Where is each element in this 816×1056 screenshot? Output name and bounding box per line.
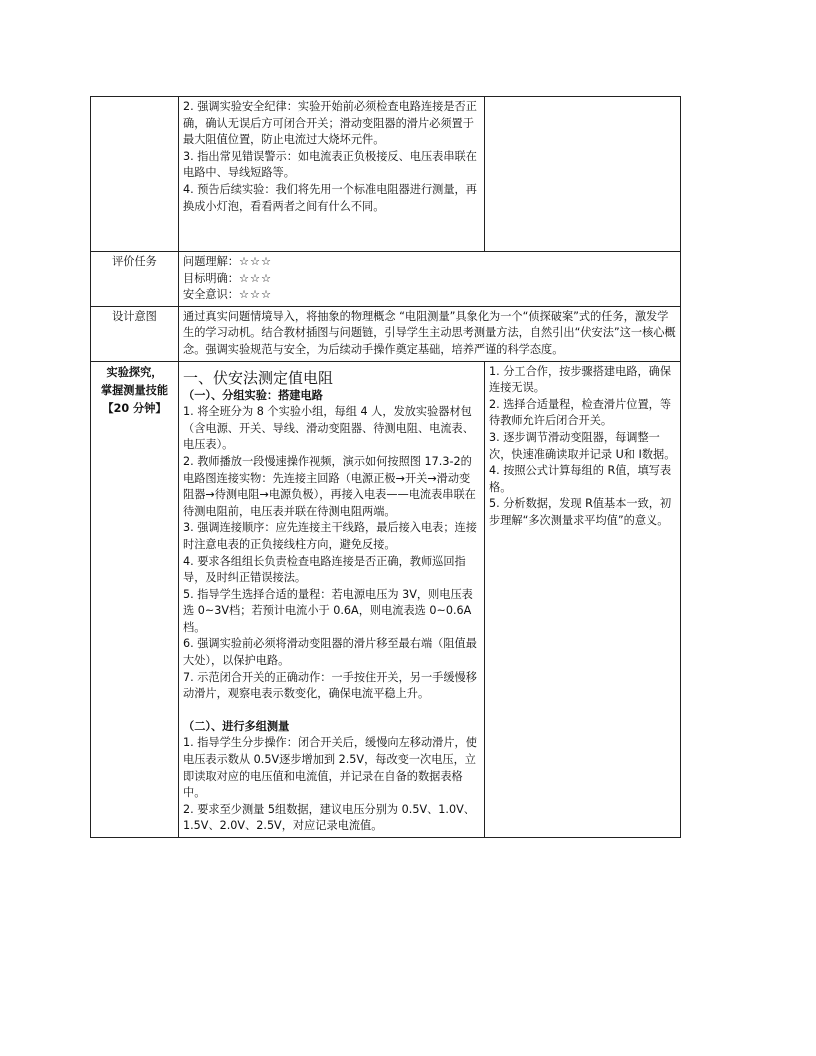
safety-notes-cell [179, 97, 485, 252]
step-1: 1. 将全班分为 8 个实验小组，每组 4 人，发放实验器材包（含电源、开关、导线、滑动变阻器、待测电阻、电流表、电压表）。 [183, 405, 474, 452]
experiment-label [91, 361, 179, 837]
eval-item-safety: 安全意识：☆☆☆ [183, 288, 273, 302]
student-step-4: 4. 按照公式计算每组的 R值，填写表格。 [489, 464, 672, 494]
eval-item-problem: 问题理解：☆☆☆ [183, 255, 273, 268]
table-row-experiment [91, 361, 681, 837]
student-activity-cell [485, 361, 681, 837]
step-2: 2. 教师播放一段慢速操作视频，演示如何按照图 17.3-2的电路图连接实物：先连接主回路（电源正极→开关→滑动变阻器→待测电阻→电源负极），再接入电表——电流表串联在待测电阻前，电压表并联在待测电阻两端。 [183, 454, 476, 518]
teacher-activity-cell [179, 361, 485, 837]
star-rating: ☆☆☆ [238, 271, 273, 285]
experiment-label-line2: 掌握测量技能 [100, 383, 169, 397]
experiment-label-time: 【20 分钟】 [102, 401, 167, 415]
lesson-plan-table [90, 96, 681, 838]
table-row-design [91, 306, 681, 361]
row-label-empty [91, 97, 179, 252]
safety-note-3: 3. 指出常见错误警示：如电流表正负极接反、电压表串联在电路中、导线短路等。 [183, 149, 477, 180]
subsection-title-2: （二）、进行多组测量 [183, 719, 290, 733]
measure-step-1: 1. 指导学生分步操作：闭合开关后，缓慢向左移动滑片，使电压表示数从 0.5V逐步增加到 2.5V，每改变一次电压，立即读取对应的电压值和电流值，并记录在自备的数据表格中。 [183, 736, 477, 800]
table-row-safety [91, 97, 681, 252]
student-step-3: 3. 逐步调节滑动变阻器，每调整一次，快速准确读取并记录 U和 I数据。 [489, 430, 676, 461]
step-6: 6. 强调实验前必须将滑动变阻器的滑片移至最右端（阻值最大处），以保护电路。 [183, 637, 477, 668]
evaluation-label: 评价任务 [91, 252, 179, 307]
experiment-label-line1: 实验探究， [106, 365, 163, 379]
table-row-evaluation [91, 252, 681, 307]
student-step-1: 1. 分工合作，按步骤搭建电路，确保连接无误。 [489, 364, 672, 395]
step-7: 7. 示范闭合开关的正确动作：一手按住开关，另一手缓慢移动滑片，观察电表示数变化，确保电流平稳上升。 [183, 670, 477, 701]
star-rating: ☆☆☆ [238, 288, 273, 302]
design-label: 设计意图 [91, 306, 179, 361]
eval-item-goal: 目标明确：☆☆☆ [183, 271, 273, 285]
step-3: 3. 强调连接顺序：应先连接主干线路，最后接入电表；连接时注意电表的正负接线柱方向，避免反接。 [183, 521, 477, 551]
step-5: 5. 指导学生选择合适的量程：若电源电压为 3V，则电压表选 0~3V档；若预计电流小于 0.6A，则电流表选 0~0.6A档。 [183, 587, 473, 634]
student-step-2: 2. 选择合适量程，检查滑片位置，等待教师允许后闭合开关。 [489, 397, 672, 428]
student-step-5: 5. 分析数据，发现 R值基本一致，初步理解“多次测量求平均值”的意义。 [489, 497, 672, 527]
safety-note-4: 4. 预告后续实验：我们将先用一个标准电阻器进行测量，再换成小灯泡，看看两者之间有什么不同。 [183, 182, 477, 213]
safety-note-2: 2. 强调实验安全纪律：实验开始前必须检查电路连接是否正确，确认无误后方可闭合开关；滑动变阻器的滑片必须置于最大阻值位置，防止电流过大烧坏元件。 [183, 100, 477, 147]
star-rating: ☆☆☆ [238, 255, 273, 268]
step-4: 4. 要求各组组长负责检查电路连接是否正确，教师巡回指导，及时纠正错误接法。 [183, 554, 466, 585]
evaluation-cell [179, 252, 681, 307]
measure-step-2: 2. 要求至少测量 5组数据，建议电压分别为 0.5V、1.0V、1.5V、2.0V、2.5V，对应记录电流值。 [183, 802, 475, 833]
subsection-title-1: （一）、分组实验：搭建电路 [183, 388, 323, 402]
student-cell-empty [485, 97, 681, 252]
section-heading: 一、伏安法测定值电阻 [183, 368, 334, 387]
design-intent-text: 通过真实问题情境导入，将抽象的物理概念 “电阻测量”具象化为一个“侦探破案”式的任务，激发学生的学习动机。结合教材插图与问题链，引导学生主动思考测量方法，自然引出“伏安法”这一核心概念。强调实验规范与安全，为后续动手操作奠定基础，培养严谨的科学态度。 [179, 306, 681, 361]
